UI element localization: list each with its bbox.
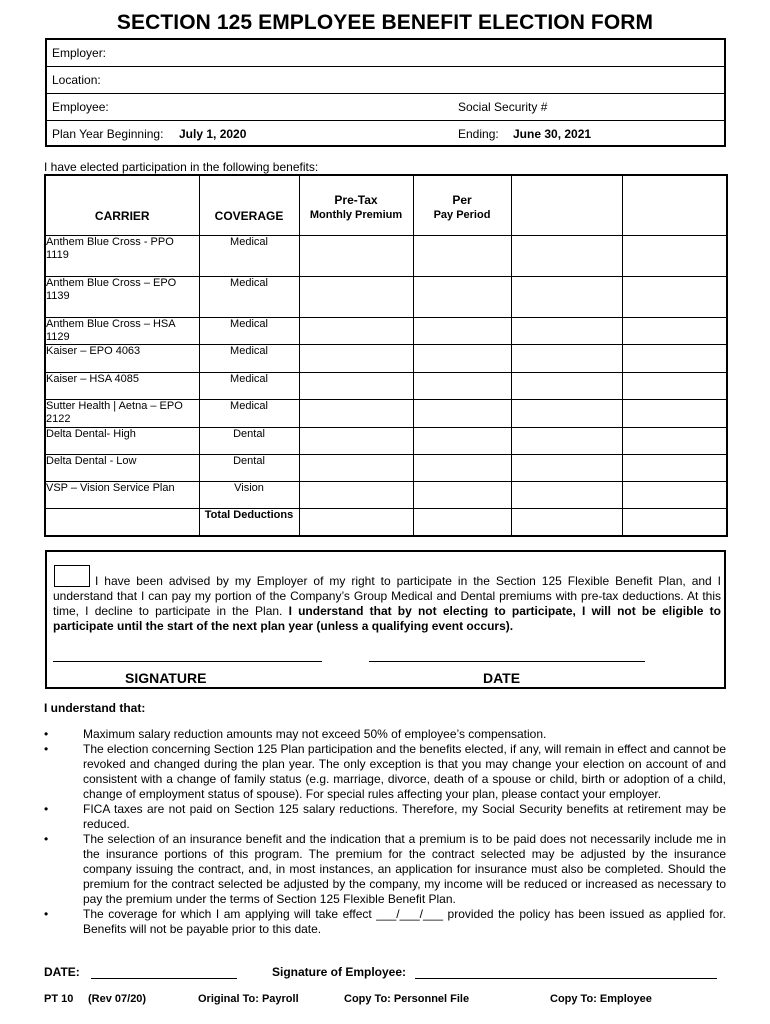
list-item bbox=[44, 802, 726, 832]
table-row bbox=[45, 481, 727, 508]
pretax-premium-header: Pre-Tax Monthly Premium bbox=[299, 175, 413, 235]
form-title: SECTION 125 EMPLOYEE BENEFIT ELECTION FORM bbox=[116, 11, 654, 34]
table-row bbox=[45, 399, 727, 427]
list-item bbox=[44, 727, 726, 742]
understand-list bbox=[44, 727, 726, 937]
blank-cell-1[interactable] bbox=[511, 317, 622, 344]
carrier-cell: Kaiser – HSA 4085 bbox=[45, 372, 199, 399]
per-pay-period-cell[interactable] bbox=[413, 276, 511, 317]
carrier-cell: Sutter Health | Aetna – EPO 2122 bbox=[45, 399, 199, 427]
signature-line[interactable] bbox=[53, 661, 322, 662]
coverage-cell: Medical bbox=[199, 399, 299, 427]
pretax-premium-cell[interactable] bbox=[299, 399, 413, 427]
signature-label: SIGNATURE bbox=[125, 670, 207, 686]
blank-cell-1[interactable] bbox=[511, 276, 622, 317]
blank-cell-1[interactable] bbox=[511, 372, 622, 399]
coverage-cell: Medical bbox=[199, 372, 299, 399]
carrier-cell: Kaiser – EPO 4063 bbox=[45, 344, 199, 372]
bullet-icon: • bbox=[44, 802, 49, 816]
employee-label: Employee: bbox=[52, 100, 109, 114]
location-label: Location: bbox=[52, 73, 101, 87]
footer-date-line[interactable] bbox=[91, 978, 237, 979]
bullet-icon: • bbox=[44, 742, 49, 756]
list-item-text: The coverage for which I am applying will take effect ___/___/___ provided the policy has been issued as applied for. Benefits will not be payable prior to this date. bbox=[83, 907, 726, 936]
total-deductions-label: Total Deductions bbox=[199, 508, 299, 536]
table-row bbox=[45, 427, 727, 454]
employee-row[interactable] bbox=[47, 94, 724, 121]
list-item bbox=[44, 832, 726, 907]
header-info-box bbox=[45, 38, 726, 147]
ending-value: June 30, 2021 bbox=[513, 127, 592, 141]
table-row bbox=[45, 276, 727, 317]
form-revision: (Rev 07/20) bbox=[88, 993, 147, 1005]
blank-header-2 bbox=[622, 175, 727, 235]
footer-signature-label: Signature of Employee: bbox=[272, 965, 407, 979]
total-per-period-cell[interactable] bbox=[413, 508, 511, 536]
form-id: PT 10 bbox=[44, 993, 74, 1005]
list-item-text: The election concerning Section 125 Plan participation and the benefits elected, if any, will remain in effect and cannot be revoked and changed during the plan year. The only exception is that you may change your election on account of and consistent with a change of family status (e.g. marriage, divorce, death of a spouse or child, birth or adoption of a child, change of employment status of spouse). For special rules affecting your plan, please contact your employer. bbox=[83, 742, 726, 801]
location-row[interactable] bbox=[47, 67, 724, 94]
blank-cell-1[interactable] bbox=[511, 454, 622, 481]
per-pay-period-cell[interactable] bbox=[413, 427, 511, 454]
coverage-cell: Dental bbox=[199, 427, 299, 454]
blank-cell-2[interactable] bbox=[622, 399, 727, 427]
coverage-cell: Dental bbox=[199, 454, 299, 481]
coverage-cell: Medical bbox=[199, 317, 299, 344]
table-row bbox=[45, 235, 727, 276]
footer-date-label: DATE: bbox=[44, 965, 80, 979]
pretax-premium-cell[interactable] bbox=[299, 276, 413, 317]
plan-year-label: Plan Year Beginning: bbox=[52, 127, 164, 141]
benefits-table bbox=[44, 174, 728, 537]
employer-label: Employer: bbox=[52, 46, 107, 60]
coverage-header: COVERAGE bbox=[199, 175, 299, 235]
total-blank-cell-2[interactable] bbox=[622, 508, 727, 536]
per-pay-period-cell[interactable] bbox=[413, 372, 511, 399]
date-line[interactable] bbox=[369, 661, 645, 662]
carrier-cell: VSP – Vision Service Plan bbox=[45, 481, 199, 508]
list-item bbox=[44, 907, 726, 937]
table-row bbox=[45, 317, 727, 344]
bullet-icon: • bbox=[44, 832, 49, 846]
carrier-cell: Anthem Blue Cross – HSA 1129 bbox=[45, 317, 199, 344]
blank-cell-1[interactable] bbox=[511, 344, 622, 372]
coverage-cell: Vision bbox=[199, 481, 299, 508]
per-pay-period-cell[interactable] bbox=[413, 399, 511, 427]
coverage-cell: Medical bbox=[199, 235, 299, 276]
decline-box bbox=[45, 550, 726, 689]
blank-cell-2[interactable] bbox=[622, 344, 727, 372]
decline-statement bbox=[53, 574, 721, 634]
ssn-label: Social Security # bbox=[458, 100, 548, 114]
coverage-cell: Medical bbox=[199, 344, 299, 372]
table-header-row bbox=[45, 175, 727, 235]
list-item bbox=[44, 742, 726, 802]
copy-to-employee: Copy To: Employee bbox=[550, 993, 652, 1005]
decline-text-bold: I understand that by not electing to participate, I will not be eligible to participate until the start of the next plan year (unless a qualifying event occurs). bbox=[53, 604, 721, 633]
bullet-icon: • bbox=[44, 907, 49, 921]
blank-cell-1[interactable] bbox=[511, 235, 622, 276]
blank-cell-1[interactable] bbox=[511, 399, 622, 427]
pretax-premium-cell[interactable] bbox=[299, 235, 413, 276]
blank-cell-2[interactable] bbox=[622, 276, 727, 317]
copy-to-personnel: Copy To: Personnel File bbox=[344, 993, 470, 1005]
pretax-premium-cell[interactable] bbox=[299, 481, 413, 508]
table-row bbox=[45, 372, 727, 399]
carrier-header: CARRIER bbox=[45, 175, 199, 235]
per-pay-period-cell[interactable] bbox=[413, 454, 511, 481]
date-label: DATE bbox=[483, 670, 521, 686]
pretax-premium-cell[interactable] bbox=[299, 317, 413, 344]
understand-heading: I understand that: bbox=[44, 701, 146, 715]
carrier-cell: Anthem Blue Cross – EPO 1139 bbox=[45, 276, 199, 317]
carrier-cell: Anthem Blue Cross - PPO 1119 bbox=[45, 235, 199, 276]
per-pay-period-header: Per Pay Period bbox=[413, 175, 511, 235]
carrier-cell: Delta Dental - Low bbox=[45, 454, 199, 481]
list-item-text: The selection of an insurance benefit and the indication that a premium is to be paid does not necessarily include me in the insurance portions of this program. The premium for the contract selected may be adjusted by the insurance company issuing the contract, and, in most instances, an application for insurance must also be completed. Should the premium for the contract selected be adjusted by the company, my income will be reduced or increased as necessary to pay the premium under the terms of Section 125 Flexible Benefit Plan. bbox=[83, 832, 726, 906]
pretax-premium-cell[interactable] bbox=[299, 344, 413, 372]
blank-cell-2[interactable] bbox=[622, 481, 727, 508]
per-pay-period-cell[interactable] bbox=[413, 481, 511, 508]
decline-text: I have been advised by my Employer of my right to participate in the Section 125 Flexible Benefit Plan, and I understand that I can pay my portion of the Company’s Group Medical and Dental premiums with pre-tax deductions. At this time, I decline to participate in the Plan. bbox=[53, 574, 721, 618]
benefits-intro: I have elected participation in the following benefits: bbox=[44, 160, 319, 174]
coverage-cell: Medical bbox=[199, 276, 299, 317]
blank-cell-2[interactable] bbox=[622, 317, 727, 344]
total-pretax-cell[interactable] bbox=[299, 508, 413, 536]
blank-cell-2[interactable] bbox=[622, 427, 727, 454]
blank-cell-2[interactable] bbox=[622, 372, 727, 399]
footer-signature-line[interactable] bbox=[415, 978, 717, 979]
per-pay-period-cell[interactable] bbox=[413, 317, 511, 344]
per-pay-period-cell[interactable] bbox=[413, 344, 511, 372]
table-row bbox=[45, 454, 727, 481]
plan-year-value: July 1, 2020 bbox=[179, 127, 247, 141]
total-row bbox=[45, 508, 727, 536]
blank-cell-2[interactable] bbox=[622, 454, 727, 481]
list-item-text: FICA taxes are not paid on Section 125 salary reductions. Therefore, my Social Security benefits at retirement may be reduced. bbox=[83, 802, 726, 831]
table-row bbox=[45, 344, 727, 372]
pretax-premium-cell[interactable] bbox=[299, 454, 413, 481]
list-item-text: Maximum salary reduction amounts may not exceed 50% of employee’s compensation. bbox=[83, 727, 547, 741]
ending-label: Ending: bbox=[458, 127, 499, 141]
employer-row[interactable] bbox=[47, 40, 724, 67]
plan-year-row bbox=[47, 121, 724, 148]
original-to: Original To: Payroll bbox=[198, 993, 299, 1005]
blank-header-1 bbox=[511, 175, 622, 235]
bullet-icon: • bbox=[44, 727, 49, 741]
pretax-premium-cell[interactable] bbox=[299, 372, 413, 399]
blank-cell-1[interactable] bbox=[511, 481, 622, 508]
blank-cell-1[interactable] bbox=[511, 427, 622, 454]
blank-cell-2[interactable] bbox=[622, 235, 727, 276]
per-pay-period-cell[interactable] bbox=[413, 235, 511, 276]
pretax-premium-cell[interactable] bbox=[299, 427, 413, 454]
carrier-cell: Delta Dental- High bbox=[45, 427, 199, 454]
total-blank-cell-1[interactable] bbox=[511, 508, 622, 536]
total-blank-cell bbox=[45, 508, 199, 536]
